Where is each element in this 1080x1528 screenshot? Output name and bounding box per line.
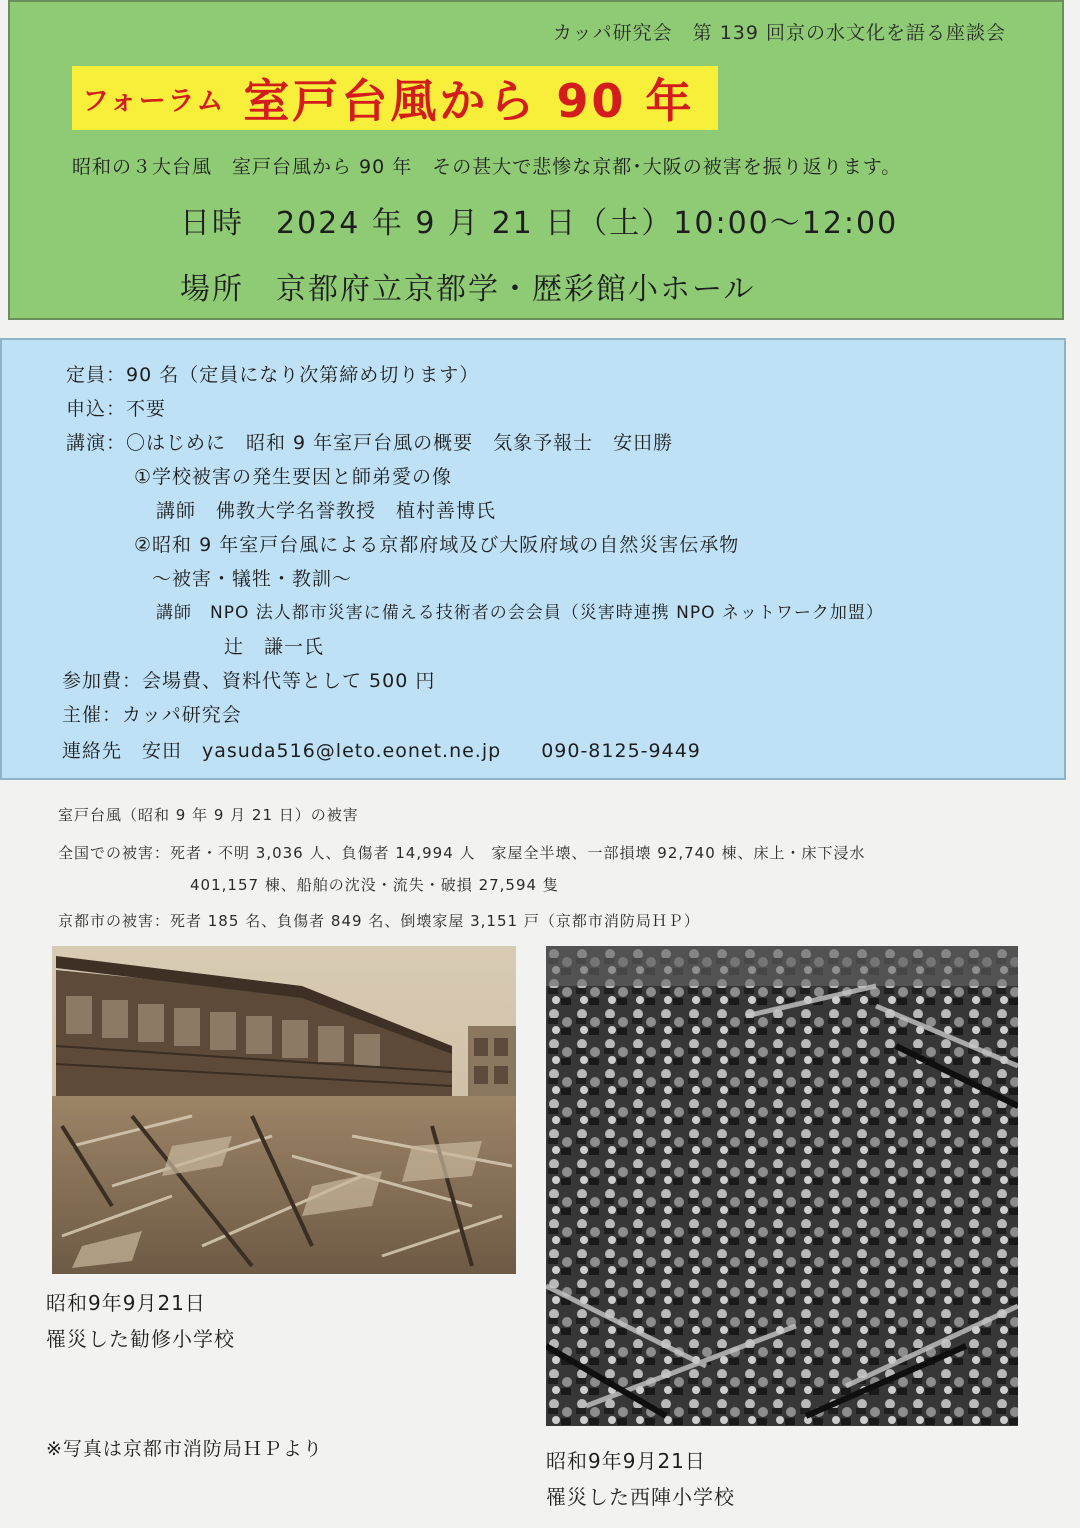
page-title: 室戸台風から 90 年 bbox=[243, 74, 695, 128]
lecture-intro: 講演：〇はじめに 昭和 9 年室戸台風の概要 気象予報士 安田勝 bbox=[66, 432, 674, 454]
title-band bbox=[72, 66, 718, 130]
event-venue: 場所 京都府立京都学・歴彩館小ホール bbox=[180, 272, 756, 307]
organizer: 主催：カッパ研究会 bbox=[62, 704, 242, 726]
photo-kanshu-school bbox=[52, 946, 516, 1274]
lecture-1-title: ①学校被害の発生要因と師弟愛の像 bbox=[134, 466, 453, 488]
header-box bbox=[8, 0, 1064, 320]
fee: 参加費：会場費、資料代等として 500 円 bbox=[62, 670, 436, 692]
damage-national-1: 全国での被害：死者・不明 3,036 人、負傷者 14,994 人 家屋全半壊、一部損壊 92,740 棟、床上・床下浸水 bbox=[58, 844, 866, 862]
lecture-2-speaker-name: 辻 謙一氏 bbox=[224, 636, 325, 658]
photo-source-note: ※写真は京都市消防局ＨＰより bbox=[46, 1438, 323, 1460]
application: 申込：不要 bbox=[66, 398, 167, 420]
right-photo-date: 昭和9年9月21日 bbox=[546, 1449, 706, 1473]
details-box bbox=[0, 338, 1066, 780]
lecture-2-speaker: 講師 NPO 法人都市災害に備える技術者の会会員（災害時連携 NPO ネットワーク加盟） bbox=[156, 603, 884, 623]
lecture-2-title: ②昭和 9 年室戸台風による京都府域及び大阪府域の自然災害伝承物 bbox=[134, 534, 740, 556]
organizer-line: カッパ研究会 第 139 回京の水文化を語る座談会 bbox=[552, 22, 1006, 44]
right-photo-caption: 罹災した西陣小学校 bbox=[546, 1485, 735, 1509]
event-datetime: 日時 2024 年 9 月 21 日（土）10:00～12:00 bbox=[180, 206, 899, 241]
contact: 連絡先 安田 yasuda516@leto.eonet.ne.jp 090-8125-9449 bbox=[62, 740, 701, 762]
photo-nishijin-school bbox=[546, 946, 1018, 1426]
capacity: 定員：90 名（定員になり次第締め切ります） bbox=[66, 364, 480, 386]
lecture-2-subtitle: ～被害・犠牲・教訓～ bbox=[152, 568, 353, 590]
damage-kyoto: 京都市の被害：死者 185 名、負傷者 849 名、倒壊家屋 3,151 戸（京都市消防局ＨＰ） bbox=[58, 912, 700, 930]
damage-national-2: 401,157 棟、船舶の沈没・流失・破損 27,594 隻 bbox=[190, 876, 559, 894]
subtitle: 昭和の３大台風 室戸台風から 90 年 その甚大で悲惨な京都･大阪の被害を振り返ります。 bbox=[72, 156, 902, 178]
damage-heading: 室戸台風（昭和 9 年 9 月 21 日）の被害 bbox=[58, 806, 359, 824]
lecture-1-speaker: 講師 佛教大学名誉教授 植村善博氏 bbox=[156, 500, 497, 522]
title-prefix: フォーラム bbox=[82, 85, 226, 117]
left-photo-caption: 罹災した勧修小学校 bbox=[46, 1327, 235, 1351]
left-photo-date: 昭和9年9月21日 bbox=[46, 1291, 206, 1315]
